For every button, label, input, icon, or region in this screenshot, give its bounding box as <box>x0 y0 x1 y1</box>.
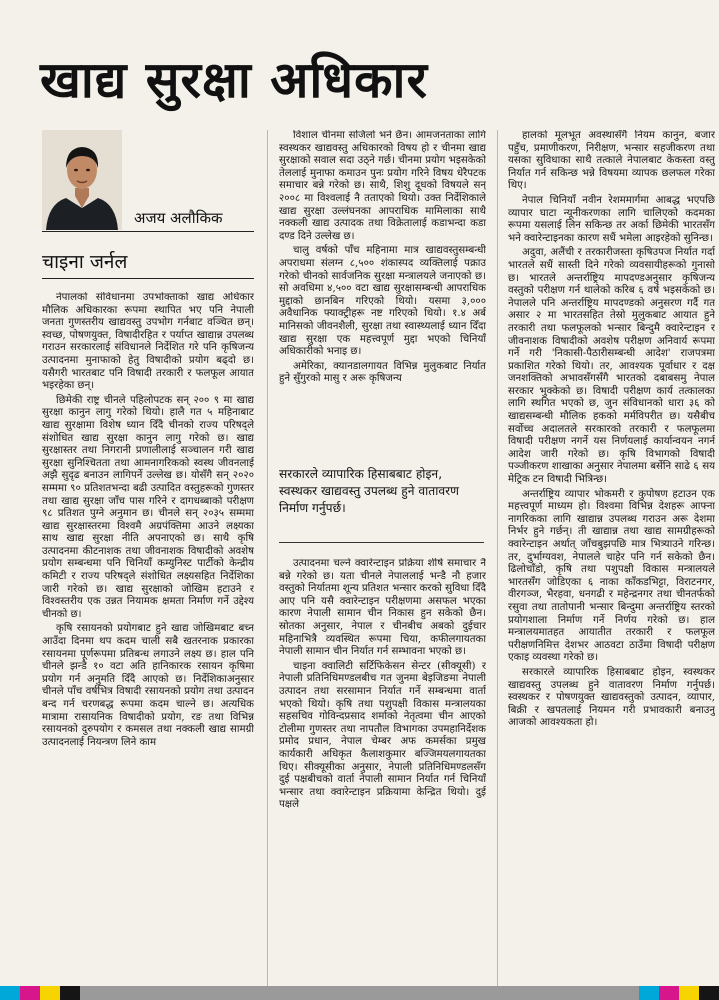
headline: खाद्य सुरक्षा अधिकार <box>40 51 428 109</box>
paragraph: विशाल चीनमा सजिलो भने छैन। आमजनताका लागि स्वस्थकर खाद्यवस्तु अधिकारको विषय हो र चीनमा खाद्य सुरक्षाको सवाल सदा उठ्ने गर्छ। चीनमा प्रयोग भइसकेको तेललाई मुनाफा कमाउन पुनः प्रयोग गरिने विषय धेरैपटक समाचार बन्ने गरेको छ। साथै, शिशु दूधको विषयले सन् २००८ मा विश्वलाई नै तताएको थियो। उक्त निर्देशिकाले खाद्य सुरक्षा उल्लंघनका आपराधिक मामिलाका साथै नक्कली खाद्य उत्पादक तथा विक्रेतालाई कडाभन्दा कडा दण्ड दिने उल्लेख छ। <box>279 130 486 242</box>
color-swatch <box>20 986 40 1000</box>
paragraph: उत्पादनमा चल्ने क्वारेन्टाइन प्रक्रिया शीर्ष समाचार नै बन्ने गरेको छ। यता चीनले नेपाललाई भन्डै नौ हजार वस्तुको निर्यातमा शून्य प्रतिशत भन्सार करको सुविधा दिँदै आए पनि यसै क्वारेन्टाइन परीक्षणमा असफल भएका कारण नेपाली सामान चीन निकास हुन सकेको छैन। स्रोतका अनुसार, नेपाल र चीनबीच अबको दुईचार महिनाभित्रै व्यवस्थित रूपमा चिया, कफीलगायतका नेपाली सामान चीन निर्यात गर्न सम्भावना भएको छ। <box>279 558 486 658</box>
paragraph: नेपाल चिनियाँ नवीन रेशममार्गमा आबद्ध भएपछि व्यापार घाटा न्यूनीकरणका लागि चालिएको कदमका रूपमा यसलाई लिन सकिन्छ तर अर्का छिमेकी भारतसँग भने क्वारेन्टाइनका कारण सधैं भमेला आइरहेको सुनिन्छ। <box>508 194 715 244</box>
column-divider <box>497 130 498 986</box>
paragraph: अन्तर्राष्ट्रिय व्यापार भोकमरी र कुपोषण हटाउन एक महत्त्वपूर्ण माध्यम हो। विश्वमा विभिन्न देशहरू आफ्ना नागरिकका लागि खाद्यान्न उपलब्ध गराउन अरू देशमा निर्भर हुने गर्छन्। ती खाद्यान्न तथा खाद्य सामग्रीहरूको क्वारेन्टाइन अर्थात् जाँचबुझपछि मात्र भित्र्याउने गरिन्छ। तर, दुर्भाग्यवश, नेपालले चाहेर पनि गर्न सकेको छैन। ढिलोचाँडो, कृषि तथा पशुपक्षी विकास मन्त्रालयले भारतसँग जोडिएका ६ नाका काँकडभिट्टा, विराटनगर, वीरगञ्ज, भैरहवा, धनगढी र महेन्द्रनगर तथा चीनतर्फको रसुवा तथा तातोपानी भन्सार बिन्दुमा अन्तर्राष्ट्रिय स्तरको प्रयोगशाला निर्माण गर्ने निर्णय गरेको छ। हाल मन्त्रालयमातहत आयातीत तरकारी र फलफूल परीक्षणनिमित्त देशभर आठवटा ठाउँमा विषादी परीक्षण एकाइ व्यवस्था गरेको छ। <box>508 488 715 664</box>
author-photo <box>42 130 122 230</box>
pull-quote-divider <box>279 542 484 543</box>
color-swatch <box>679 986 699 1000</box>
paragraph: सरकारले व्यापारिक हिसाबबाट होइन, स्वस्थकर खाद्यवस्तु उपलब्ध हुने वातावरण निर्माण गर्नुपर्छ। स्वस्थकर र पोषणयुक्त खाद्यवस्तुको उत्पादन, व्यापार, बिक्री र खपतलाई नियमन गरी प्रभावकारी बनाउनु आजको आवश्यकता हो। <box>508 666 715 729</box>
author-divider <box>42 231 254 232</box>
color-swatch <box>699 986 719 1000</box>
author-portrait <box>42 130 122 230</box>
section-title: चाइना जर्नल <box>42 251 128 273</box>
paragraph: हालको मूलभूत अवस्थासँगै नियम कानुन, बजार पहुँच, प्रमाणीकरण, निरीक्षण, भन्सार सहजीकरण तथा यसका सुविधाका साथै तत्काले नेपालबाट केकस्ता वस्तु निर्यात गर्न सकिन्छ भन्ने विषयमा व्यापक छलफल गरेका थिए। <box>508 130 715 192</box>
paragraph: कृषि रसायनको प्रयोगबाट हुने खाद्य जोखिमबाट बच्न आउँदा दिनमा थप कदम चाली सबै खतरनाक प्रकारका रसायनमा पूर्णरूपमा प्रतिबन्ध लगाउने लक्ष्य छ। हाल पनि चीनले झन्डै १० वटा अति हानिकारक रसायन कृषिमा प्रयोग गर्न अनुमति दिँदै आएको छ। निर्देशिकाअनुसार चीनले पाँच वर्षभित्र विषादी रसायनको प्रयोग तथा उत्पादन बन्द गर्न चरणबद्ध रूपमा कदम चाल्ने छ। अत्यधिक मात्रामा रासायनिक विषादीको प्रयोग, रङ तथा विभिन्न रसायनको दुरुपयोग र कमसल तथा नक्कली खाद्य सामग्री उत्पादनलाई नियन्त्रण लिने काम <box>42 623 254 748</box>
paragraph: चाइना क्वालिटी सर्टिफिकेसन सेन्टर (सीक्यूसी) र नेपाली प्रतिनिधिमण्डलबीच गत जुनमा बेइजिङमा नेपाली उत्पादन तथा सरसामान निर्यात गर्ने सम्बन्धमा वार्ता भएको थियो। कृषि तथा पशुपक्षी विकास मन्त्रालयका सहसचिव गोविन्दप्रसाद शर्माको नेतृत्वमा चीन आएको टोलीमा गुणस्तर तथा नापतौल विभागका उपमहानिर्देशक प्रमोद प्रधान, नेपाल चेम्बर अफ कमर्सका प्रमुख कार्यकारी अधिकृत कैलाशकुमार बज्जिमयलगायतका थिए। सीक्यूसीका अनुसार, नेपाली प्रतिनिधिमण्डलसँग दुई पक्षबीचको वार्ता नेपाली सामान निर्यात गर्न चिनियाँ भन्सार तथा क्वारेन्टाइन प्रक्रियामा केन्द्रित थियो। दुई पक्षले <box>279 660 486 811</box>
section-divider <box>42 278 254 279</box>
author-name: अजय अलौकिक <box>134 209 223 227</box>
article-column-3 <box>508 130 715 990</box>
color-swatch <box>60 986 80 1000</box>
paragraph: अदुवा, अलैंची र तरकारीजस्ता कृषिउपज निर्यात गर्दा भारतले सधैं सास्ती दिने गरेको व्यवसायीहरूको गुनासो छ। भारतले अन्तर्राष्ट्रिय मापदण्डअनुसार कृषिजन्य वस्तुको परीक्षण गर्न थालेको करिब ६ वर्ष भइसकेको छ। नेपालले पनि अन्तर्राष्ट्रिय मापदण्डको अनुसरण गर्दै गत असार २ मा भारतसहित तेस्रो मुलुकबाट आयात हुने तरकारी तथा फलफूलको भन्सार बिन्दुमै क्वारेन्टाइन र जीवनाशक विषादीको अवशेष परीक्षण अनिवार्य रूपमा गर्ने गरी 'निकासी-पैठारीसम्बन्धी आदेश' राजपत्रमा प्रकाशित गरेको थियो। तर, आवश्यक पूर्वाधार र दक्ष जनशक्तिको अभावसँगसँगै भारतको दबाबसमु नेपाल सरकार भुक्केको छ। विषादी परीक्षण कार्य तत्कालका लागि स्थगित भएको छ, जुन संविधानको धारा ३६ को खाद्यसम्बन्धी मौलिक हकको मर्मविपरीत छ। यसैबीच सर्वोच्च अदालतले सरकारको तरकारी र फलफूलमा विषादी परीक्षण नगर्ने यस निर्णयलाई कार्यान्वयन नगर्न आदेश जारी गरेको छ। कृषि विभागको विषादी पञ्जीकरण शाखाका अनुसार नेपालमा बर्सेनि साढे ६ सय मेट्रिक टन विषादी भित्रिन्छ। <box>508 247 715 486</box>
paragraph: नेपालको संविधानमा उपभोक्ताको खाद्य अधिकार मौलिक अधिकारका रूपमा स्थापित भए पनि नेपाली जनता गुणस्तरीय खाद्यवस्तु उपभोग गर्नबाट वञ्चित छन्। स्वच्छ, पोषणयुक्त, विषादीरहित र पर्याप्त खाद्यान्न उपलब्ध गराउन सरकारलाई संविधानले निर्देशित गरे पनि कृषिजन्य उत्पादनमा मुनाफाको हेतु विषादीको प्रयोग बढ्दो छ। यसैगरी भारतबाट पनि विषादी तरकारी र फलफूल आयात भइरहेका छन्। <box>42 292 254 392</box>
article-column-2-top <box>279 130 486 456</box>
column-divider <box>267 130 268 986</box>
article-column-1 <box>42 292 254 972</box>
color-swatch <box>659 986 679 1000</box>
color-swatch <box>80 986 639 1000</box>
color-swatch <box>40 986 60 1000</box>
paragraph: छिमेकी राष्ट्र चीनले पहिलोपटक सन् २०० ९ मा खाद्य सुरक्षा कानुन लागु गरेको थियो। हालै गत ५ महिनाबाट खाद्य सुरक्षामा विशेष ध्यान दिँदै चीनको राज्य परिषद्ले संशोधित खाद्य सुरक्षा कानुन लागु गरेको छ। खाद्य सुरक्षास्तर तथा निगरानी प्रणालीलाई सञ्चालन गरी खाद्य सुरक्षा सुनिश्चितता तथा आमनागरिकको स्वस्थ जीवनलाई अझै सुदृढ बनाउन लागिपर्ने उल्लेख छ। योसँगै सन् २०२० सम्ममा ९० प्रतिशतभन्दा बढी उत्पादित वस्तुहरूको गुणस्तर तथा खाद्य सुरक्षा जाँच पास गरिने र दागधब्बाको परीक्षण ९८ प्रतिशत पुग्ने अनुमान छ। चीनले सन् २०३५ सम्ममा खाद्य सुरक्षास्तरमा विश्वमै अग्रपंक्तिमा आउने लक्ष्यका साथ खाद्य सुरक्षा नीति अपनाएको छ। साथै कृषि उत्पादनमा कीटनाशक तथा जीवनाशक विषादीको अवशेष प्रयोग सम्बन्धमा पनि चिनियाँ कम्युनिस्ट पार्टीको केन्द्रीय कमिटी र राज्य परिषद्ले संशोधित लक्ष्यसहित निर्देशिका जारी गरेको छ। खाद्य सुरक्षाको जोखिम हटाउने र विश्वस्तरीय एक उन्नत नियामक क्षमता निर्माण गर्ने उद्देश्य चीनको छ। <box>42 394 254 620</box>
paragraph: चालु वर्षको पाँच महिनामा मात्र खाद्यवस्तुसम्बन्धी अपराधमा संलग्न ८,५०० शंकास्पद व्यक्तिलाई पक्राउ गरेको चीनको सार्वजनिक सुरक्षा मन्त्रालयले जनाएको छ। सो अवधिमा ४,५०० वटा खाद्य सुरक्षासम्बन्धी आपराधिक मुद्दाको छानबिन गरिएको थियो। यसमा ३,००० अवैधानिक फ्याक्ट्रीहरू नष्ट गरिएको थियो। १.४ अर्ब मानिसको जीवनशैली, सुरक्षा तथा स्वास्थ्यलाई ध्यान दिँदा खाद्य सुरक्षा एक महत्त्वपूर्ण मुद्दा भएको चिनियाँ अधिकारीको भनाइ छ। <box>279 245 486 358</box>
color-swatch <box>639 986 659 1000</box>
pull-quote: सरकारले व्यापारिक हिसाबबाट होइन, स्वस्थकर खाद्यवस्तु उपलब्ध हुने वातावरण निर्माण गर्नुपर्छ। <box>279 467 459 515</box>
paragraph: अमेरिका, क्यानडालगायत विभिन्न मुलुकबाट निर्यात हुने सुँगुरको मासु र अरू कृषिजन्य <box>279 360 486 385</box>
color-swatch <box>0 986 20 1000</box>
article-column-2-bottom <box>279 558 486 990</box>
print-color-bar <box>0 986 719 1000</box>
